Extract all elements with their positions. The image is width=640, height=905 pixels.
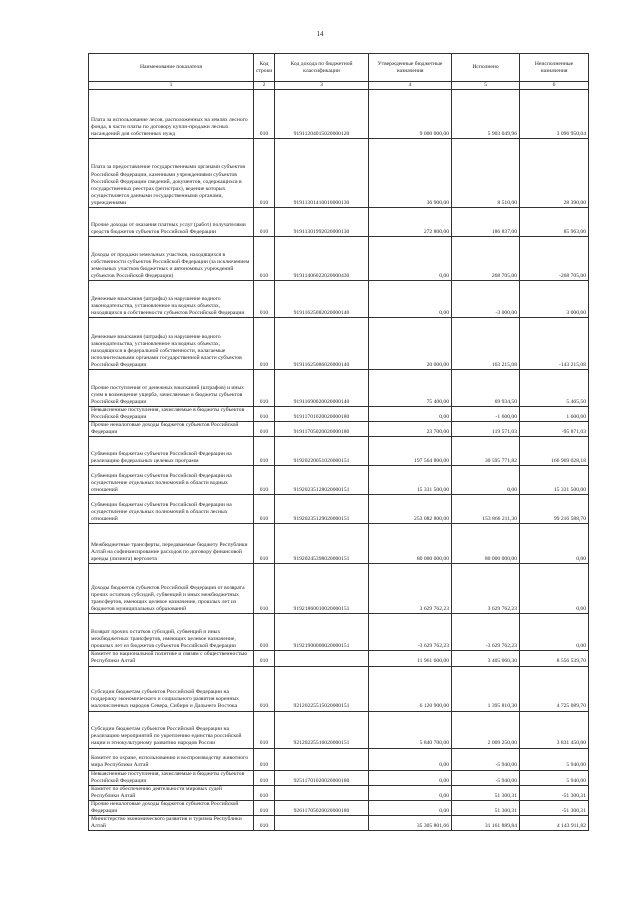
column-number: 3: [275, 82, 369, 90]
row-executed: 51 300,31: [452, 800, 520, 815]
header-executed: Исполнено: [452, 54, 520, 82]
row-unexecuted: 166 969 028,18: [520, 437, 589, 466]
row-unexecuted: -143 215,08: [520, 318, 589, 370]
row-unexecuted: 5 465,50: [520, 370, 589, 407]
row-code: 010: [254, 281, 275, 318]
row-approved: -3 629 762,23: [369, 614, 452, 651]
row-executed: 8 510,00: [452, 139, 520, 208]
row-code: 010: [254, 370, 275, 407]
row-code: 010: [254, 651, 275, 666]
row-executed: 0,00: [452, 466, 520, 495]
row-unexecuted: -95 871,03: [520, 422, 589, 437]
row-approved: 15 331 500,00: [369, 466, 452, 495]
row-executed: 31 161 889,84: [452, 816, 520, 831]
row-executed: 80 000 000,00: [452, 524, 520, 564]
row-code: 010: [254, 422, 275, 437]
row-kbk: [275, 785, 369, 800]
table-row: [89, 208, 589, 237]
row-executed: 3 629 762,23: [452, 564, 520, 614]
column-number: 6: [520, 82, 589, 90]
row-name: Доходы бюджетов субъектов Российской Федерации от возврата прочих остатков субсидий, субвенций и иных межбюджетных трансфертов, имеющих целевое назначение, прошлых лет из бюджетов муниципальных образований: [89, 564, 254, 614]
row-executed: -5 940,00: [452, 770, 520, 785]
row-name: Министерство экономического развития и туризма Республики Алтай: [89, 816, 254, 831]
column-number: 4: [369, 82, 452, 90]
row-code: 010: [254, 711, 275, 748]
row-code: 010: [254, 318, 275, 370]
row-approved: 0,00: [369, 800, 452, 815]
row-code: 010: [254, 139, 275, 208]
table-row: [89, 237, 589, 281]
row-code: 010: [254, 437, 275, 466]
row-unexecuted: 3 096 950,04: [520, 90, 589, 139]
row-approved: 36 900,00: [369, 139, 452, 208]
row-unexecuted: 85 963,00: [520, 208, 589, 237]
row-unexecuted: 4 143 911,82: [520, 816, 589, 831]
row-code: 010: [254, 614, 275, 651]
column-number-row: [89, 82, 589, 90]
row-unexecuted: -268 705,00: [520, 237, 589, 281]
row-code: 010: [254, 816, 275, 831]
row-executed: 30 595 771,82: [452, 437, 520, 466]
row-unexecuted: 0,00: [520, 614, 589, 651]
row-unexecuted: -51 300,31: [520, 800, 589, 815]
row-code: 010: [254, 466, 275, 495]
row-name: Субсидии бюджетам субъектов Российской Федерации на реализацию мероприятий по укреплению единства российской нации и этнокультурному развитию народов России: [89, 711, 254, 748]
row-name: Прочие поступления от денежных взысканий (штрафов) и иных сумм в возмещение ущерба, зачисляемые в бюджеты субъектов Российской Федерации: [89, 370, 254, 407]
table-row: [89, 614, 589, 651]
row-kbk: 91920245398020000151: [275, 524, 369, 564]
table-row: [89, 370, 589, 407]
row-code: 010: [254, 666, 275, 711]
row-name: Плата за использование лесов, расположенных на землях лесного фонда, в части платы по договору купли-продажи лесных насаждений для собственных нужд: [89, 90, 254, 139]
header-unexecuted: Неисполненные назначения: [520, 54, 589, 82]
row-kbk: 91920220051020000151: [275, 437, 369, 466]
row-unexecuted: 0,00: [520, 564, 589, 614]
row-approved: 0,00: [369, 748, 452, 770]
row-name: Невыясненные поступления, зачисляемые в бюджеты субъектов Российской Федерации: [89, 770, 254, 785]
row-approved: 0,00: [369, 281, 452, 318]
row-executed: 119 571,03: [452, 422, 520, 437]
row-kbk: [275, 748, 369, 770]
row-name: Плата за предоставление государственными органами субъектов Российской Федерации, казенными учреждениями субъектов Российской Федерации сведений, документов, содержащихся в государственных реестрах (регистрах), ведение которых осуществляется данными государственными органами, учреждениями: [89, 139, 254, 208]
column-number: 2: [254, 82, 275, 90]
table-row: [89, 437, 589, 466]
header-row: [89, 54, 589, 82]
table-row: [89, 748, 589, 770]
row-executed: -1 600,00: [452, 407, 520, 422]
row-unexecuted: 8 556 539,70: [520, 651, 589, 666]
row-name: Денежные взыскания (штрафы) за нарушение водного законодательства, установленное на водных объектах, находящихся в федеральной собственности, налагаемые исполнительными органами государственной власти субъектов Российской Федерации: [89, 318, 254, 370]
revenue-table: [88, 53, 589, 831]
row-approved: 80 000 000,00: [369, 524, 452, 564]
row-code: 010: [254, 90, 275, 139]
row-executed: 3 405 060,30: [452, 651, 520, 666]
table-row: [89, 785, 589, 800]
row-executed: 2 009 250,00: [452, 711, 520, 748]
row-name: Прочие доходы от оказания платных услуг (работ) получателями средств бюджетов субъектов Российской Федерации: [89, 208, 254, 237]
row-kbk: 92120225515020000151: [275, 666, 369, 711]
row-kbk: [275, 816, 369, 831]
row-approved: 0,00: [369, 785, 452, 800]
page-number: 14: [316, 30, 324, 38]
row-kbk: 91911705020020000180: [275, 422, 369, 437]
row-code: 010: [254, 524, 275, 564]
row-unexecuted: 4 725 089,70: [520, 666, 589, 711]
header-code: Код строки: [254, 54, 275, 82]
row-approved: 0,00: [369, 770, 452, 785]
row-name: Невыясненные поступления, зачисляемые в бюджеты субъектов Российской Федерации: [89, 407, 254, 422]
row-kbk: 91911701020020000180: [275, 407, 369, 422]
row-executed: 186 837,00: [452, 208, 520, 237]
row-code: 010: [254, 800, 275, 815]
row-executed: 1 395 810,30: [452, 666, 520, 711]
row-name: Возврат прочих остатков субсидий, субвенций и иных межбюджетных трансфертов, имеющих целевое назначение, прошлых лет из бюджетов субъектов Российской Федерации: [89, 614, 254, 651]
row-code: 010: [254, 208, 275, 237]
row-name: Субвенции бюджетам субъектов Российской Федерации на осуществление отдельных полномочий в области лесных отношений: [89, 495, 254, 524]
row-approved: 11 961 600,00: [369, 651, 452, 666]
row-approved: 272 800,00: [369, 208, 452, 237]
row-executed: -5 940,00: [452, 748, 520, 770]
row-code: 010: [254, 237, 275, 281]
row-name: Субсидии бюджетам субъектов Российской Федерации на поддержку экономического и социального развития коренных малочисленных народов Севера, Сибири и Дальнего Востока: [89, 666, 254, 711]
row-executed: 5 903 049,96: [452, 90, 520, 139]
row-unexecuted: 3 000,00: [520, 281, 589, 318]
row-unexecuted: 15 331 500,00: [520, 466, 589, 495]
row-name: Доходы от продажи земельных участков, находящихся в собственности субъектов Российской Федерации (за исключением земельных участков бюджетных и автономных учреждений субъектов Российской Федерации): [89, 237, 254, 281]
row-kbk: 91911301992020000130: [275, 208, 369, 237]
table-row: [89, 564, 589, 614]
table-row: [89, 281, 589, 318]
table-row: [89, 666, 589, 711]
row-code: 010: [254, 495, 275, 524]
row-approved: 253 082 800,00: [369, 495, 452, 524]
row-name: Субвенции бюджетам субъектов Российской Федерации на реализацию федеральных целевых программ: [89, 437, 254, 466]
row-unexecuted: -51 300,31: [520, 785, 589, 800]
column-number: 1: [89, 82, 254, 90]
row-approved: 35 305 801,66: [369, 816, 452, 831]
row-executed: 69 934,50: [452, 370, 520, 407]
table-row: [89, 318, 589, 370]
row-unexecuted: 99 216 588,70: [520, 495, 589, 524]
row-kbk: 91911625082020000140: [275, 281, 369, 318]
table-row: [89, 139, 589, 208]
row-unexecuted: 0,00: [520, 524, 589, 564]
table-row: [89, 495, 589, 524]
row-executed: 268 705,00: [452, 237, 520, 281]
row-kbk: 91920235128020000151: [275, 466, 369, 495]
table-row: [89, 770, 589, 785]
row-kbk: 91911406022020000430: [275, 237, 369, 281]
row-name: Межбюджетные трансферты, передаваемые бюджету Республики Алтай на софинансирование расходов по договору финансовой аренды (лизинга) вертолета: [89, 524, 254, 564]
table-row: [89, 816, 589, 831]
row-kbk: 91911625086020000140: [275, 318, 369, 370]
row-unexecuted: 1 600,00: [520, 407, 589, 422]
row-name: Комитет по охране, использованию и воспроизводству животного мира Республики Алтай: [89, 748, 254, 770]
row-approved: 197 564 800,00: [369, 437, 452, 466]
table-row: [89, 651, 589, 666]
row-kbk: 92611705020020000180: [275, 800, 369, 815]
row-executed: -3 000,00: [452, 281, 520, 318]
row-approved: 20 000,00: [369, 318, 452, 370]
header-name: Наименование показателя: [89, 54, 254, 82]
table-row: [89, 422, 589, 437]
row-approved: 3 629 762,23: [369, 564, 452, 614]
row-unexecuted: 5 940,00: [520, 770, 589, 785]
row-kbk: 92120225516020000151: [275, 711, 369, 748]
row-kbk: 91911301410010000130: [275, 139, 369, 208]
row-name: Прочие неналоговые доходы бюджетов субъектов Российской Федерации: [89, 422, 254, 437]
table-row: [89, 800, 589, 815]
column-number: 5: [452, 82, 520, 90]
row-name: Субвенции бюджетам субъектов Российской Федерации на осуществление отдельных полномочий в области водных отношений: [89, 466, 254, 495]
table-row: [89, 524, 589, 564]
row-executed: -3 629 762,23: [452, 614, 520, 651]
row-approved: 75 400,00: [369, 370, 452, 407]
row-unexecuted: 28 390,00: [520, 139, 589, 208]
row-code: 010: [254, 748, 275, 770]
row-executed: 51 300,31: [452, 785, 520, 800]
row-name: Комитет по национальной политике и связям с общественностью Республики Алтай: [89, 651, 254, 666]
row-approved: 23 700,00: [369, 422, 452, 437]
row-approved: 9 000 000,00: [369, 90, 452, 139]
row-approved: 6 120 900,00: [369, 666, 452, 711]
row-unexecuted: 3 831 450,00: [520, 711, 589, 748]
header-kbk: Код дохода по бюджетной классификации: [275, 54, 369, 82]
row-kbk: 92511701020020000180: [275, 770, 369, 785]
row-executed: 153 866 211,30: [452, 495, 520, 524]
row-kbk: 91921900000020000151: [275, 614, 369, 651]
row-name: Комитет по обеспечению деятельности мировых судей Республики Алтай: [89, 785, 254, 800]
row-approved: 5 840 700,00: [369, 711, 452, 748]
row-kbk: [275, 651, 369, 666]
table-row: [89, 711, 589, 748]
table-row: [89, 90, 589, 139]
row-code: 010: [254, 785, 275, 800]
table-row: [89, 407, 589, 422]
header-approved: Утвержденные бюджетные назначения: [369, 54, 452, 82]
row-approved: 0,00: [369, 237, 452, 281]
row-kbk: 91920235129020000151: [275, 495, 369, 524]
row-kbk: 91921860010020000151: [275, 564, 369, 614]
row-unexecuted: 5 940,00: [520, 748, 589, 770]
table-row: [89, 466, 589, 495]
row-approved: 0,00: [369, 407, 452, 422]
row-kbk: 91911204015020000120: [275, 90, 369, 139]
row-code: 010: [254, 407, 275, 422]
row-executed: 163 215,08: [452, 318, 520, 370]
row-code: 010: [254, 770, 275, 785]
row-name: Прочие неналоговые доходы бюджетов субъектов Российской Федерации: [89, 800, 254, 815]
row-code: 010: [254, 564, 275, 614]
row-kbk: 91911690020020000140: [275, 370, 369, 407]
row-name: Денежные взыскания (штрафы) за нарушение водного законодательства, установленное на водных объектах, находящихся в собственности субъектов Российской Федерации: [89, 281, 254, 318]
